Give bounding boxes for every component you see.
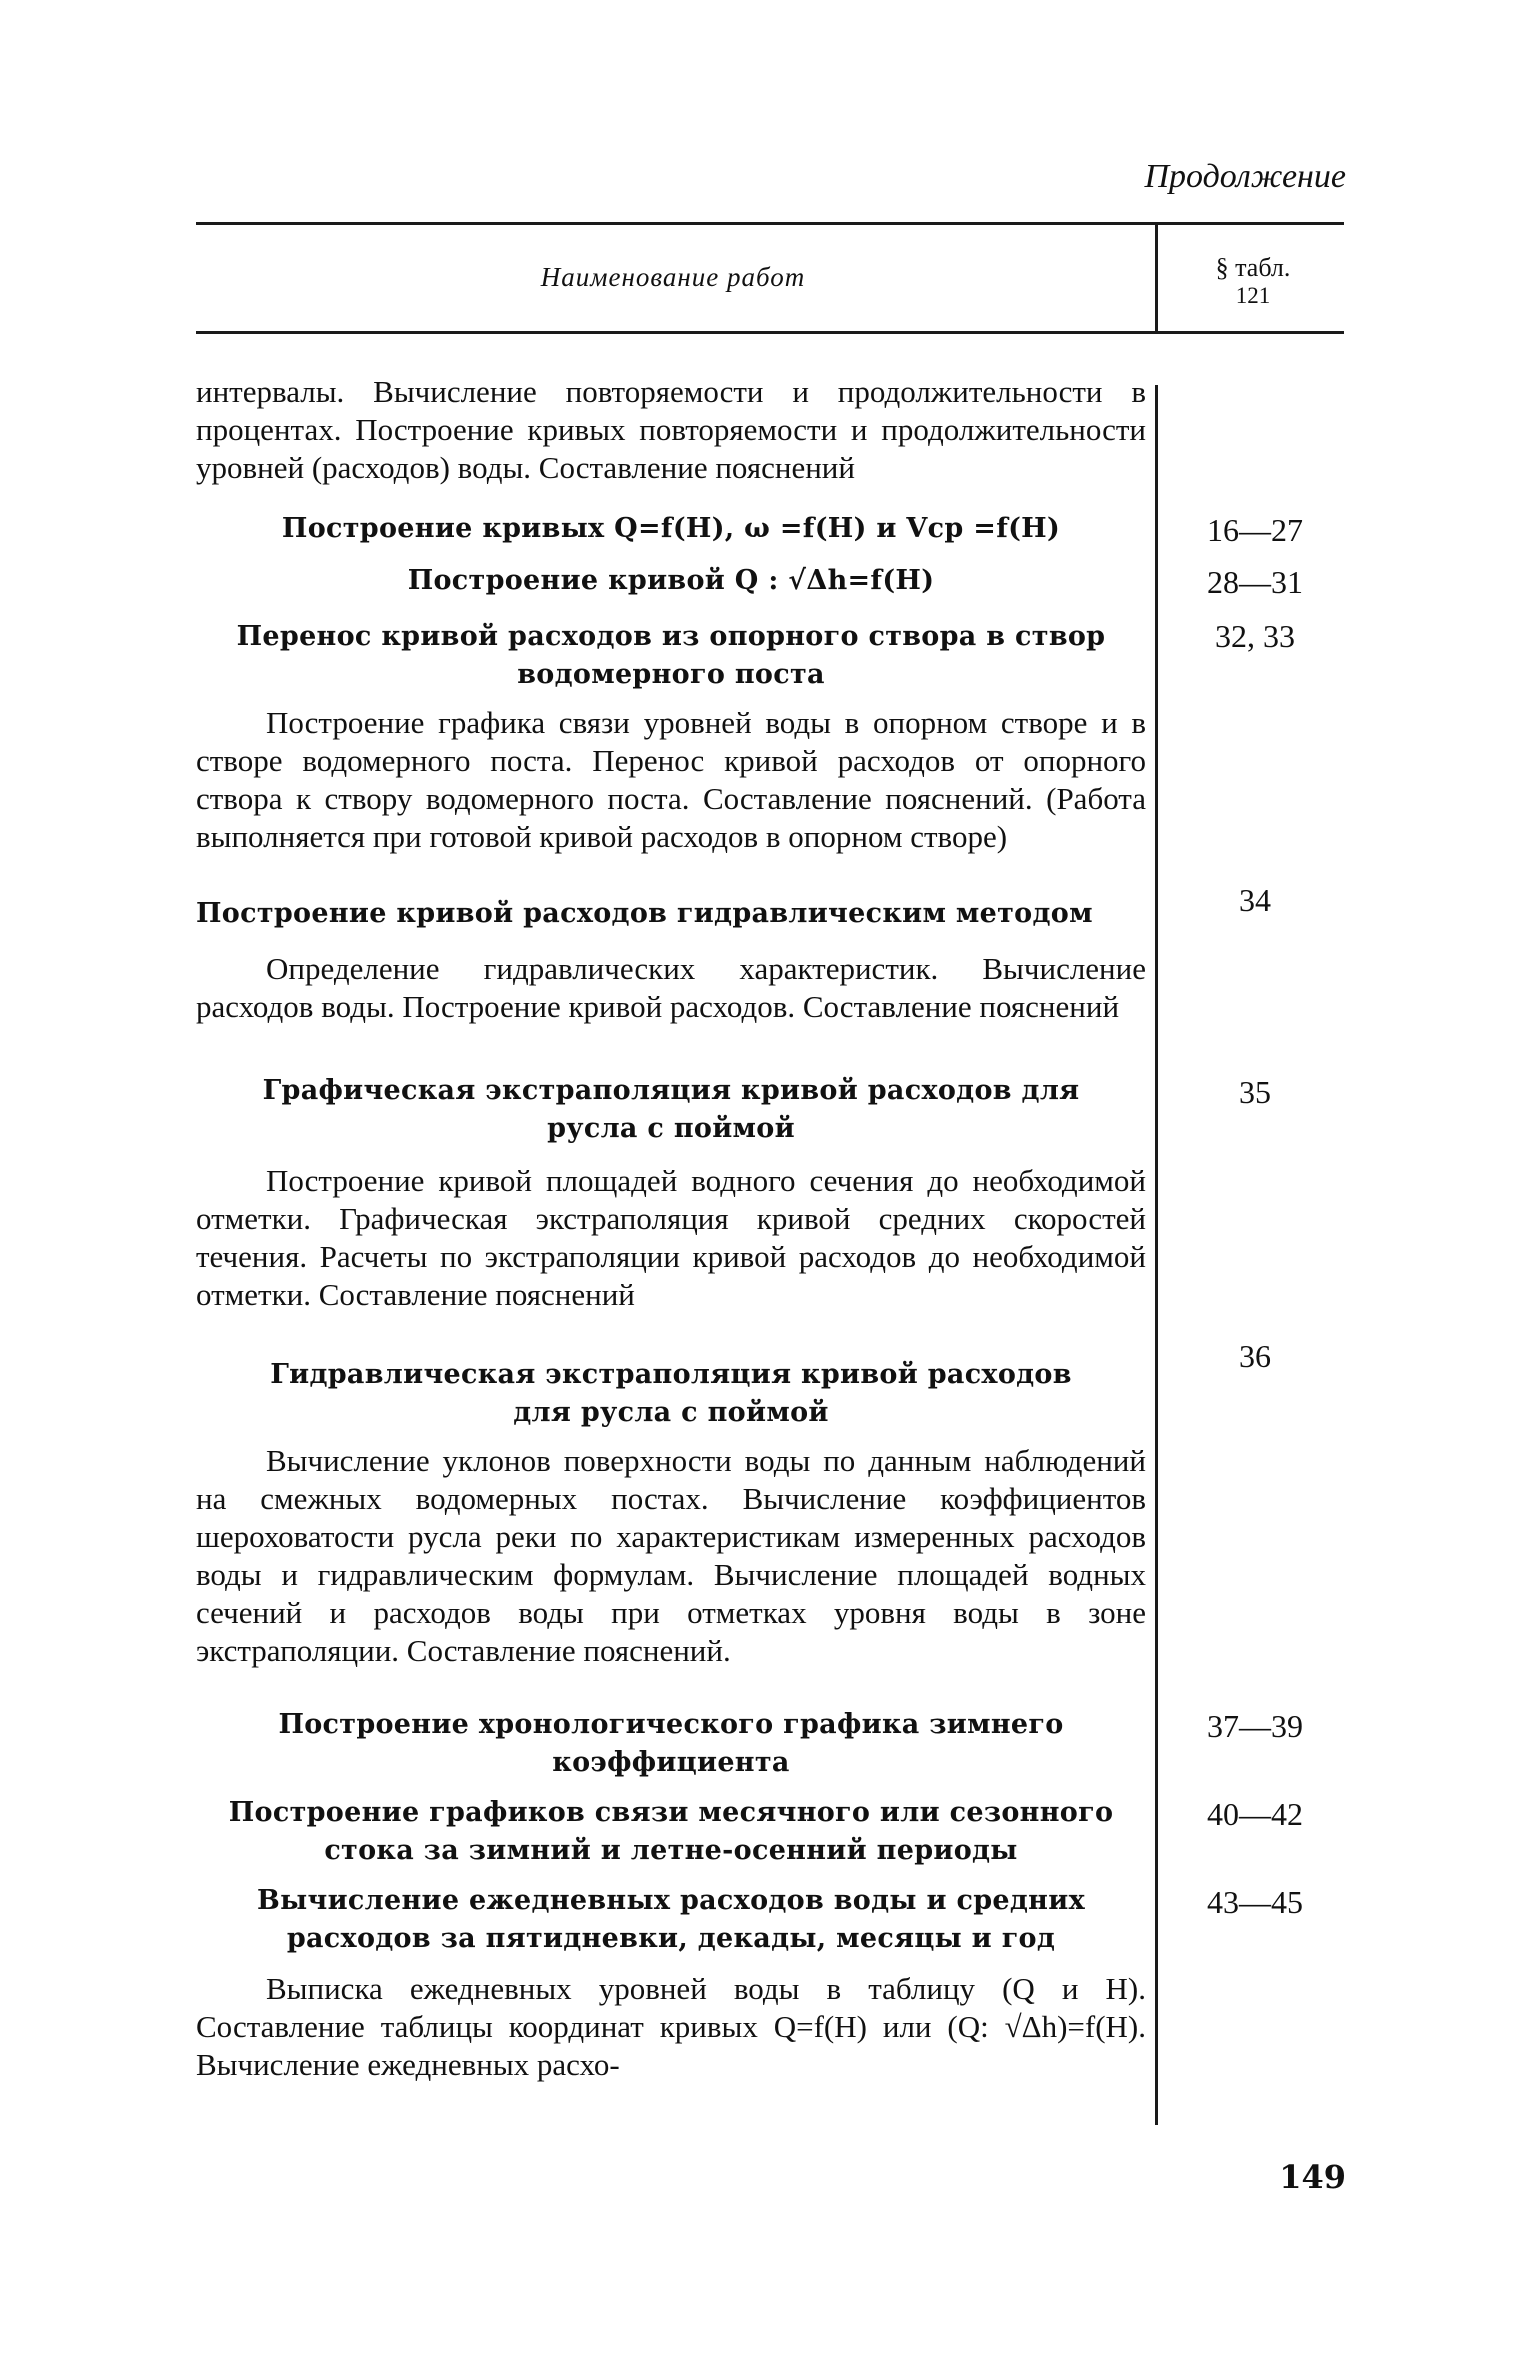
table-row	[196, 1356, 1146, 1432]
row-description: Построение графика связи уровней воды в опорном створе и в створе водомерного поста. Перенос кривой расходов от опорного створа к створу водомерного поста. Составление пояснений. (Работа выполняется при готовой кривой расходов в опорном створе)	[196, 705, 1146, 854]
table-row	[196, 895, 1146, 933]
header-rule	[196, 331, 1344, 334]
column-header-ref-line2: 121	[1235, 283, 1271, 308]
row-title: Гидравлическая экстраполяция кривой расходов для русла с поймой	[270, 1359, 1072, 1428]
table-row	[196, 950, 1146, 1026]
row-title-part: Построение кривых Q=f(H), ω =f(H) и Vср =f(H)	[281, 513, 1061, 544]
table-row	[196, 373, 1146, 487]
column-header-ref	[1160, 254, 1346, 310]
table-row	[196, 1162, 1146, 1314]
row-ref: 16—27	[1207, 512, 1303, 548]
row-ref: 28—31	[1207, 564, 1303, 600]
row-description: Определение гидравлических характеристик. Вычисление расходов воды. Построение кривой расходов. Составление пояснений	[196, 951, 1146, 1024]
table-row	[196, 1882, 1146, 1958]
row-description: Вычисление уклонов поверхности воды по данным наблюдений на смежных водомерных постах. Вычисление коэффициентов шероховатости русла реки по характеристикам измеренных расходов воды и гидравлическим формулам. Вычисление площадей водных сечений и расходов воды при отметках уровня воды в зоне экстраполяции. Составление пояснений.	[196, 1443, 1146, 1668]
row-title: Построение кривой Q : √Δh=f(H)	[407, 565, 935, 596]
table-row	[196, 1794, 1146, 1870]
body-column-separator	[1155, 385, 1158, 2125]
row-description: Построение кривой площадей водного сечения до необходимой отметки. Графическая экстраполяция кривой средних скоростей течения. Расчеты по экстраполяции кривой расходов до необходимой отметки. Составление пояснений	[196, 1163, 1146, 1312]
table-row	[196, 618, 1146, 694]
header-column-separator	[1155, 222, 1158, 334]
row-ref: 32, 33	[1215, 618, 1295, 654]
page-number: 149	[1279, 2158, 1346, 2196]
row-ref: 36	[1239, 1338, 1271, 1374]
row-ref: 40—42	[1207, 1796, 1303, 1832]
row-title: Вычисление ежедневных расходов воды и средних расходов за пятидневки, декады, месяцы и год	[257, 1885, 1085, 1954]
row-title: Построение графиков связи месячного или сезонного стока за зимний и летне-осенний периоды	[228, 1797, 1114, 1866]
row-title	[196, 510, 1146, 548]
table-row	[196, 1072, 1146, 1148]
row-description: Выписка ежедневных уровней воды в таблицу (Q и H). Составление таблицы координат кривых Q=f(H) или (Q: √Δh)=f(H). Вычисление ежедневных расхо-	[196, 1971, 1146, 2082]
table-row	[196, 1706, 1146, 1782]
row-title: Построение кривой расходов гидравлическим методом	[196, 898, 1093, 929]
row-title: Перенос кривой расходов из опорного створа в створ водомерного поста	[236, 621, 1106, 690]
column-header-ref-line1: § табл.	[1215, 253, 1291, 282]
row-title: Графическая экстраполяция кривой расходов для русла с поймой	[262, 1075, 1080, 1144]
row-description: интервалы. Вычисление повторяемости и продолжительности в процентах. Построение кривых повторяемости и продолжительности уровней (расходов) воды. Составление пояснений	[196, 374, 1146, 485]
table-row	[196, 704, 1146, 856]
row-ref: 37—39	[1207, 1708, 1303, 1744]
continuation-label: Продолжение	[1144, 158, 1346, 195]
table-row	[196, 1970, 1146, 2084]
column-header-name: Наименование работ	[540, 262, 806, 292]
table-row	[196, 562, 1146, 600]
table-row	[196, 1442, 1146, 1670]
row-ref: 35	[1239, 1074, 1271, 1110]
row-title: Построение хронологического графика зимнего коэффициента	[278, 1709, 1064, 1778]
top-rule	[196, 222, 1344, 225]
row-ref: 34	[1239, 882, 1271, 918]
table-row	[196, 510, 1146, 548]
row-ref: 43—45	[1207, 1884, 1303, 1920]
